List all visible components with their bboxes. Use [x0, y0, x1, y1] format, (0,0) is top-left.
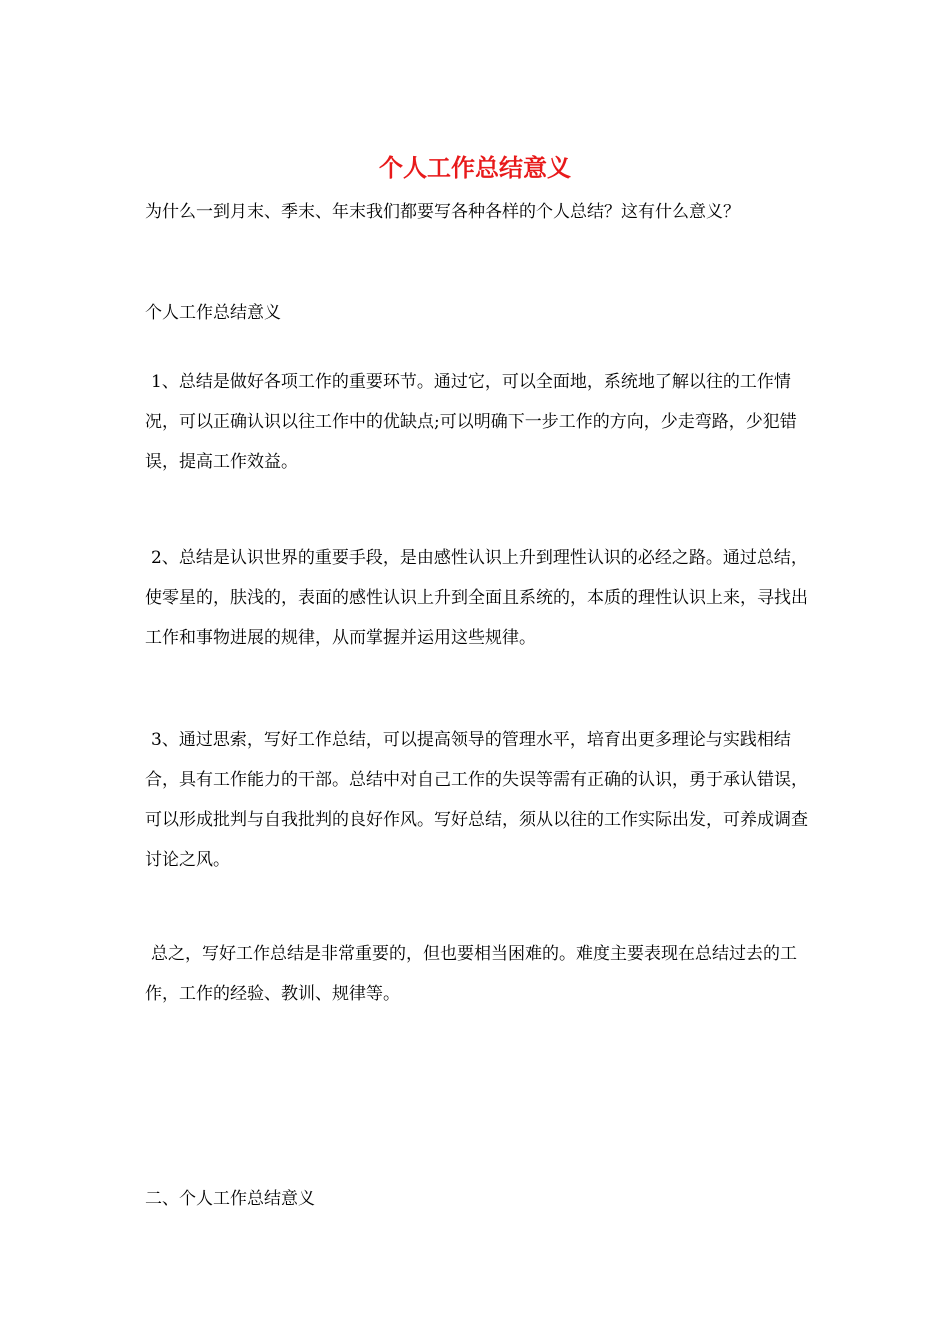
paragraph-2: 2、总结是认识世界的重要手段，是由感性认识上升到理性认识的必经之路。通过总结，使零星的，肤浅的，表面的感性认识上升到全面且系统的，本质的理性认识上来，寻找出工作和事物进展的规律，从而掌握并运用这些规律。 — [145, 548, 808, 648]
paragraph-4: 总之，写好工作总结是非常重要的，但也要相当困难的。难度主要表现在总结过去的工作，工作的经验、教训、规律等。 — [145, 944, 797, 1004]
second-section-heading: 二、个人工作总结意义 — [145, 1189, 315, 1209]
document-title: 个人工作总结意义 — [379, 153, 571, 182]
section-heading: 个人工作总结意义 — [145, 303, 281, 323]
paragraph-3: 3、通过思索，写好工作总结，可以提高领导的管理水平，培育出更多理论与实践相结合，具有工作能力的干部。总结中对自己工作的失误等需有正确的认识，勇于承认错误，可以形成批判与自我批判的良好作风。写好总结，须从以往的工作实际出发，可养成调查讨论之风。 — [145, 730, 808, 870]
paragraph-1: 1、总结是做好各项工作的重要环节。通过它，可以全面地，系统地了解以往的工作情况，可以正确认识以往工作中的优缺点;可以明确下一步工作的方向，少走弯路，少犯错误，提高工作效益。 — [145, 372, 797, 472]
document-subtitle: 为什么一到月末、季末、年末我们都要写各种各样的个人总结？这有什么意义？ — [145, 202, 740, 222]
